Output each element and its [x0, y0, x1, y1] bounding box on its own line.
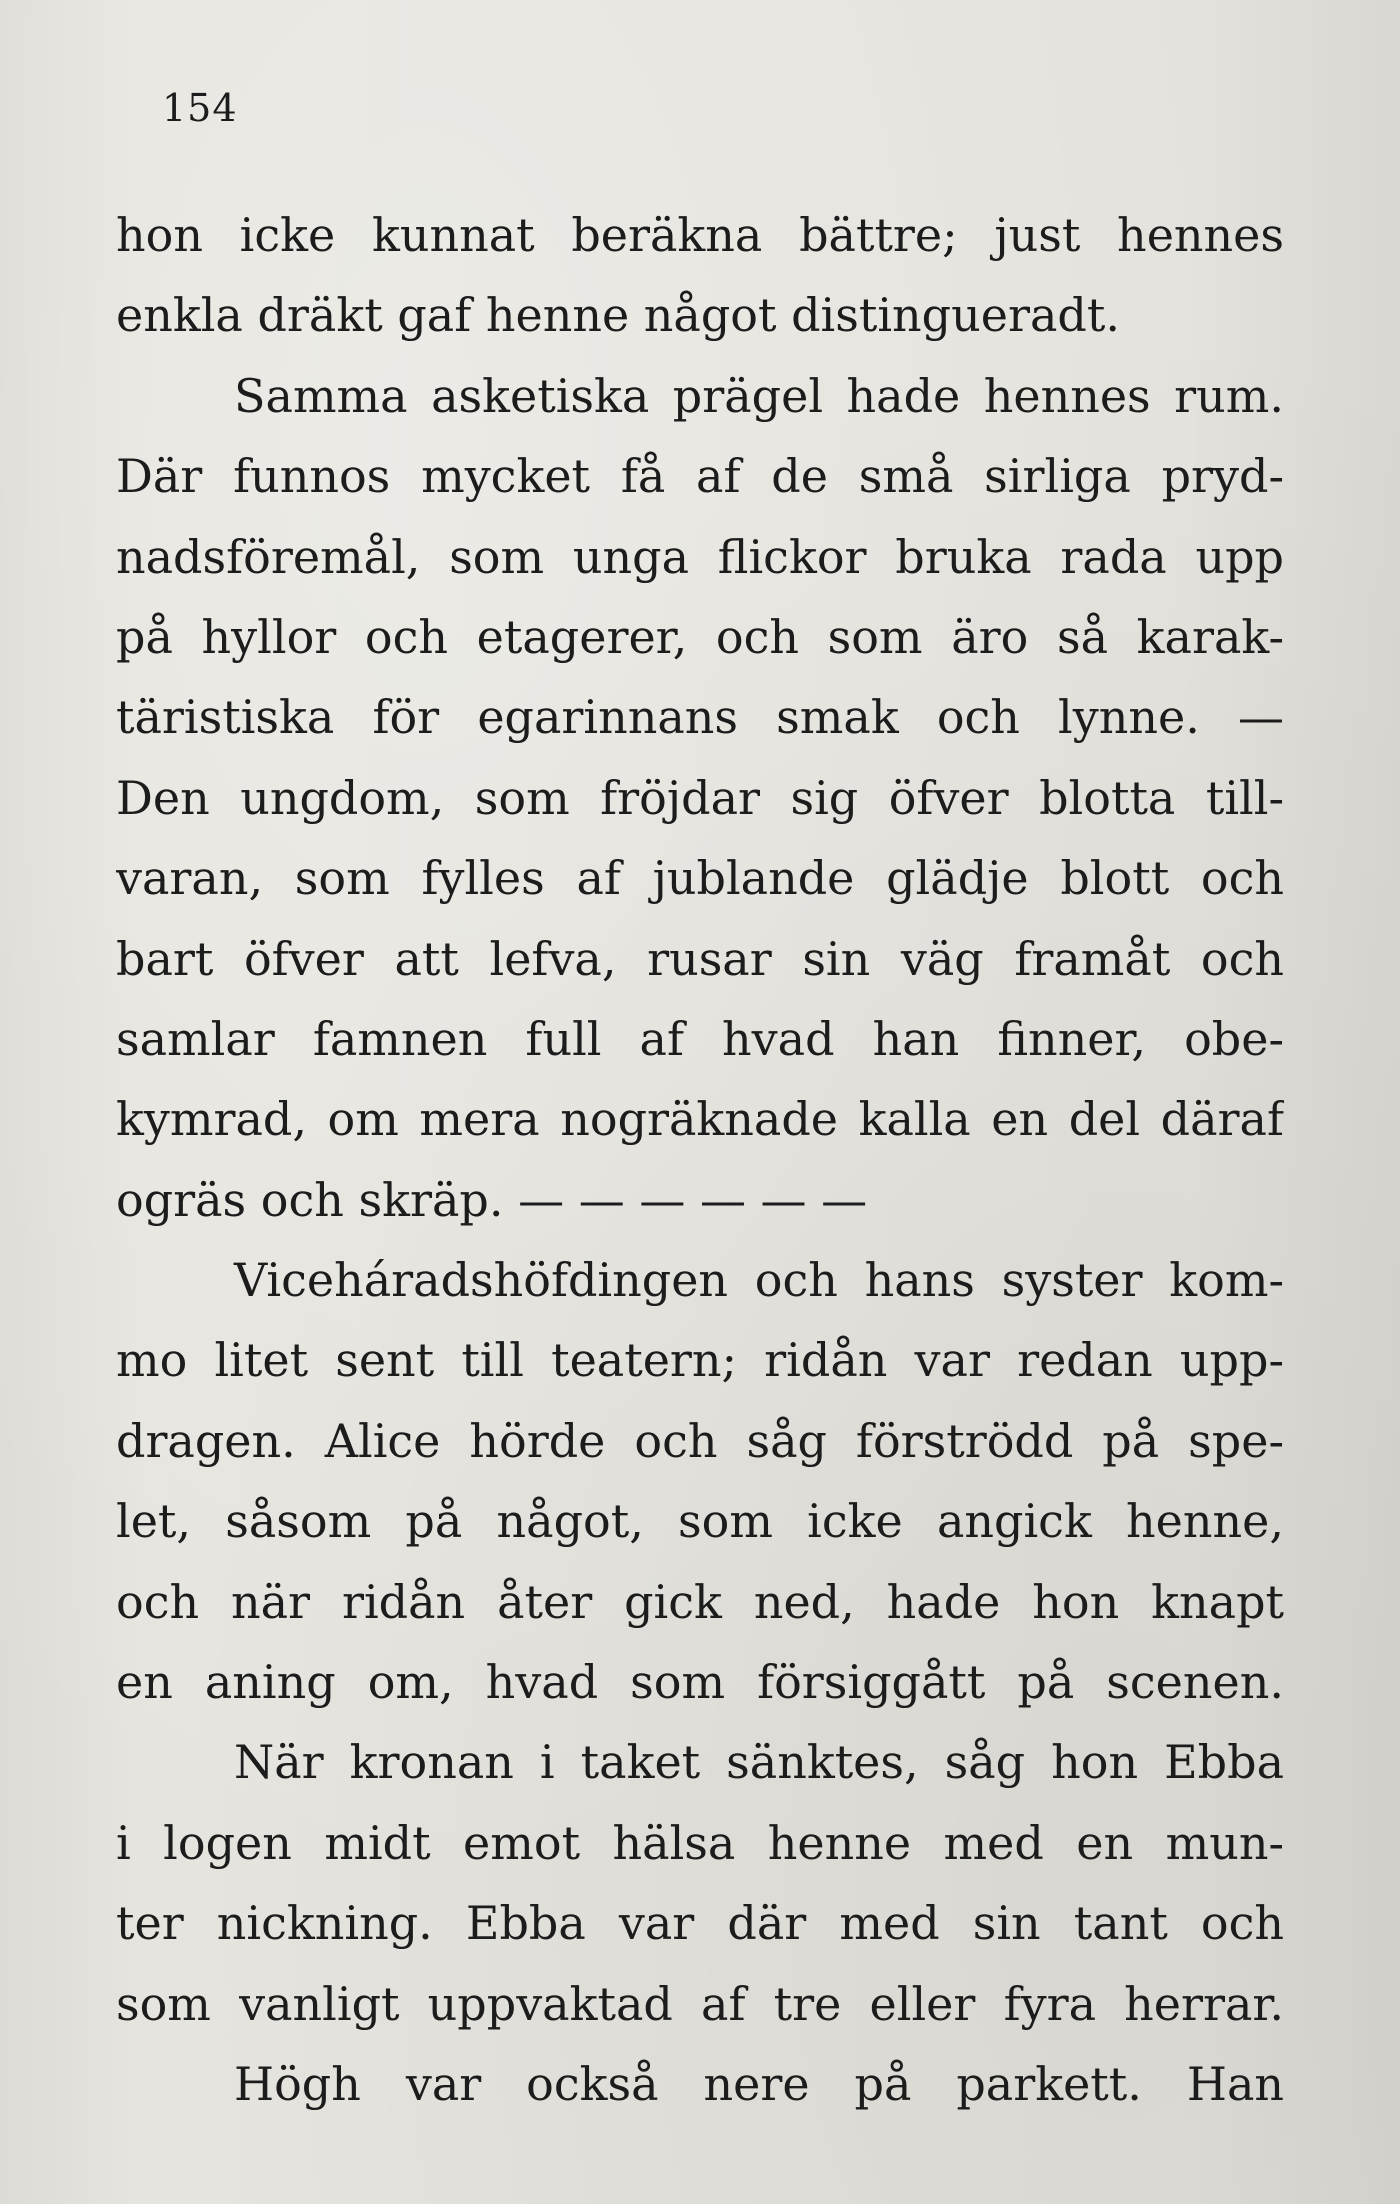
- text-line: på hyllor och etagerer, och som äro så karak-: [116, 609, 1284, 664]
- page-number: 154: [162, 86, 238, 130]
- text-line: som vanligt uppvaktad af tre eller fyra herrar.: [116, 1976, 1284, 2031]
- text-line: ter nickning. Ebba var där med sin tant och: [116, 1896, 1284, 1951]
- text-line: hon icke kunnat beräkna bättre; just hennes: [116, 208, 1284, 262]
- text-line: let, såsom på något, som icke angick henne,: [116, 1494, 1284, 1549]
- text-line: i logen midt emot hälsa henne med en mun-: [116, 1815, 1284, 1870]
- text-line: kymrad, om mera nogräknade kalla en del däraf: [116, 1092, 1284, 1147]
- text-line: en aning om, hvad som försiggått på scenen.: [116, 1655, 1284, 1710]
- text-line: varan, som fylles af jublande glädje blott och: [116, 851, 1284, 906]
- text-line: samlar famnen full af hvad han finner, obe-: [116, 1011, 1284, 1066]
- text-line: och när ridån åter gick ned, hade hon knapt: [116, 1574, 1284, 1629]
- text-line: Samma asketiska prägel hade hennes rum.: [234, 368, 1284, 423]
- text-line: dragen. Alice hörde och såg förströdd på spe-: [116, 1413, 1284, 1468]
- body-text: [116, 195, 1284, 2124]
- text-line: täristiska för egarinnans smak och lynne. —: [116, 690, 1284, 745]
- text-line: Den ungdom, som fröjdar sig öfver blotta till-: [116, 770, 1284, 825]
- text-line: Högh var också nere på parkett. Han: [234, 2056, 1284, 2111]
- text-line: Viceháradshöfdingen och hans syster kom-: [234, 1253, 1284, 1308]
- text-line: mo litet sent till teatern; ridån var redan upp-: [116, 1333, 1284, 1388]
- text-line: bart öfver att lefva, rusar sin väg framåt och: [116, 931, 1284, 986]
- text-line: nadsföremål, som unga flickor bruka rada upp: [116, 529, 1284, 584]
- text-line: enkla dräkt gaf henne något distingueradt.: [116, 288, 1120, 343]
- text-line: När kronan i taket sänktes, såg hon Ebba: [234, 1735, 1284, 1790]
- text-line: Där funnos mycket få af de små sirliga pryd-: [116, 449, 1284, 504]
- text-line: ogräs och skräp. — — — — — —: [116, 1172, 868, 1227]
